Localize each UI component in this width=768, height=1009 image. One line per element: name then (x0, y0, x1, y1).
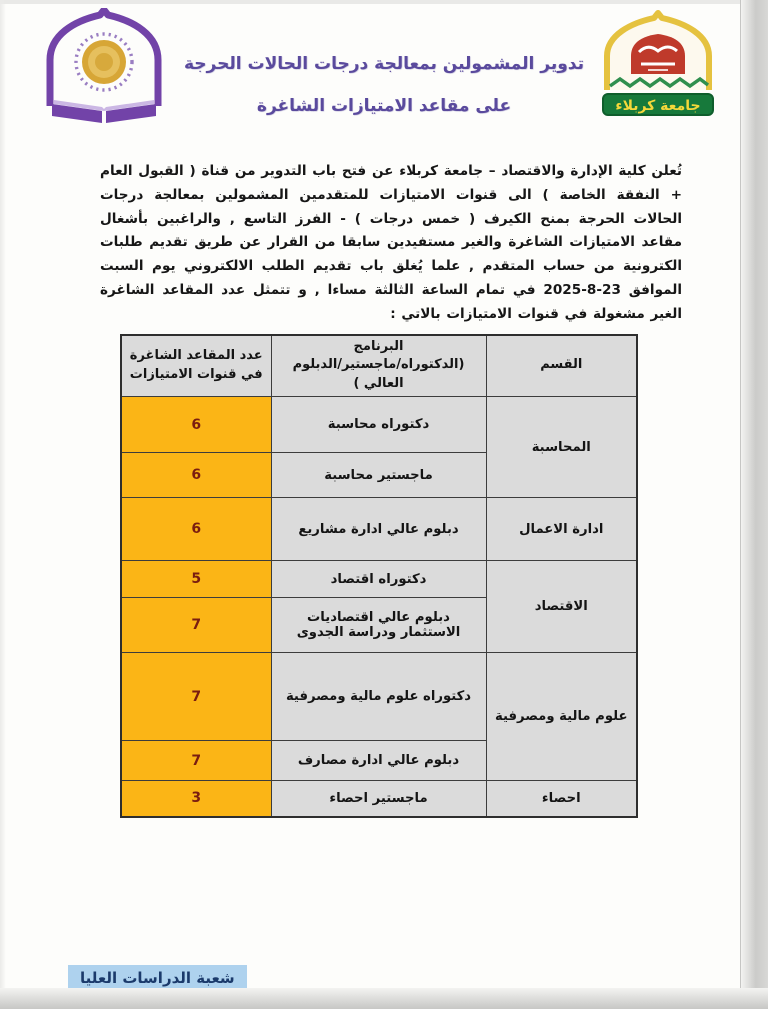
college-emblem-icon (34, 8, 174, 126)
table-row (121, 397, 637, 453)
col-header-program (271, 335, 486, 397)
vacancies-table (120, 334, 638, 818)
document-title-line2: على مقاعد الامتيازات الشاغرة (256, 96, 512, 116)
department-cell: المحاسبة (486, 397, 637, 498)
scan-edge-right (740, 0, 768, 1009)
seats-count-cell: 7 (121, 598, 271, 653)
program-cell: دبلوم عالي ادارة مشاريع (271, 498, 486, 561)
program-cell: دبلوم عالي اقتصاديات الاستثمار ودراسة الجدوى (271, 598, 486, 653)
seats-count-cell: 7 (121, 741, 271, 781)
table-row (121, 561, 637, 598)
table-header-row (121, 335, 637, 397)
college-logo (34, 8, 174, 126)
university-name-text: جامعة كربلاء (615, 98, 701, 114)
document-title-line1: تدوير المشمولين بمعالجة درجات الحالات الحرجة (183, 54, 585, 74)
seats-count-cell: 5 (121, 561, 271, 598)
program-cell: ماجستير محاسبة (271, 453, 486, 498)
table-row (121, 781, 637, 817)
col-header-seats (121, 335, 271, 397)
col-header-seats-line2: في قنوات الامتيازات (129, 366, 263, 382)
program-cell: ماجستير احصاء (271, 781, 486, 817)
seats-count-cell: 6 (121, 498, 271, 561)
program-cell: دبلوم عالي ادارة مصارف (271, 741, 486, 781)
seats-count-cell: 6 (121, 397, 271, 453)
program-cell: دكتوراه علوم مالية ومصرفية (271, 653, 486, 741)
program-cell: دكتوراه محاسبة (271, 397, 486, 453)
scan-edge-left (0, 0, 6, 1009)
document-header (0, 0, 768, 150)
table-row (121, 653, 637, 741)
graduate-studies-label: شعبة الدراسات العليا (68, 965, 247, 992)
department-cell: ادارة الاعمال (486, 498, 637, 561)
seats-count-cell: 6 (121, 453, 271, 498)
department-cell: علوم مالية ومصرفية (486, 653, 637, 781)
department-cell: احصاء (486, 781, 637, 817)
university-emblem-icon (594, 10, 722, 132)
col-header-program-line2: (الدكتوراه/ماجستير/الدبلوم العالي ) (292, 357, 465, 392)
department-cell: الاقتصاد (486, 561, 637, 653)
table-row (121, 498, 637, 561)
university-logo (594, 10, 722, 132)
program-cell: دكتوراه اقتصاد (271, 561, 486, 598)
seats-count-cell: 7 (121, 653, 271, 741)
scan-edge-bottom (0, 988, 768, 1009)
vacancies-table-body (121, 397, 637, 817)
col-header-program-line1: البرنامج (353, 338, 404, 354)
announcement-paragraph: تُعلن كلية الإدارة والاقتصاد – جامعة كربلاء عن فتح باب التدوير من قناة ( القبول العام + النفقة الخاصة ) الى قنوات الامتيازات للمتقدمين المشمولين بمعالجة درجات الحالات الحرجة بمنح الكيرف ( خمس درجات ) - الفرز التاسع , والراغبين بأشغال مقاعد الامتيازات الشاغرة والغير مستفيدين سابقا من القرار عن طريق تقديم طلبات الكترونية من حساب المتقدم , علما يُغلق باب تقديم الطلب الالكتروني يوم السبت الموافق 23-8-2025 في تمام الساعة الثالثة مساءا , و تتمثل عدد المقاعد الشاغرة الغير مشغولة في قنوات الامتيازات بالاتي : (100, 163, 682, 322)
col-header-seats-line1: عدد المقاعد الشاغرة (129, 348, 263, 363)
col-header-department (486, 335, 637, 397)
col-header-department-label: القسم (540, 357, 583, 373)
seats-count-cell: 3 (121, 781, 271, 817)
